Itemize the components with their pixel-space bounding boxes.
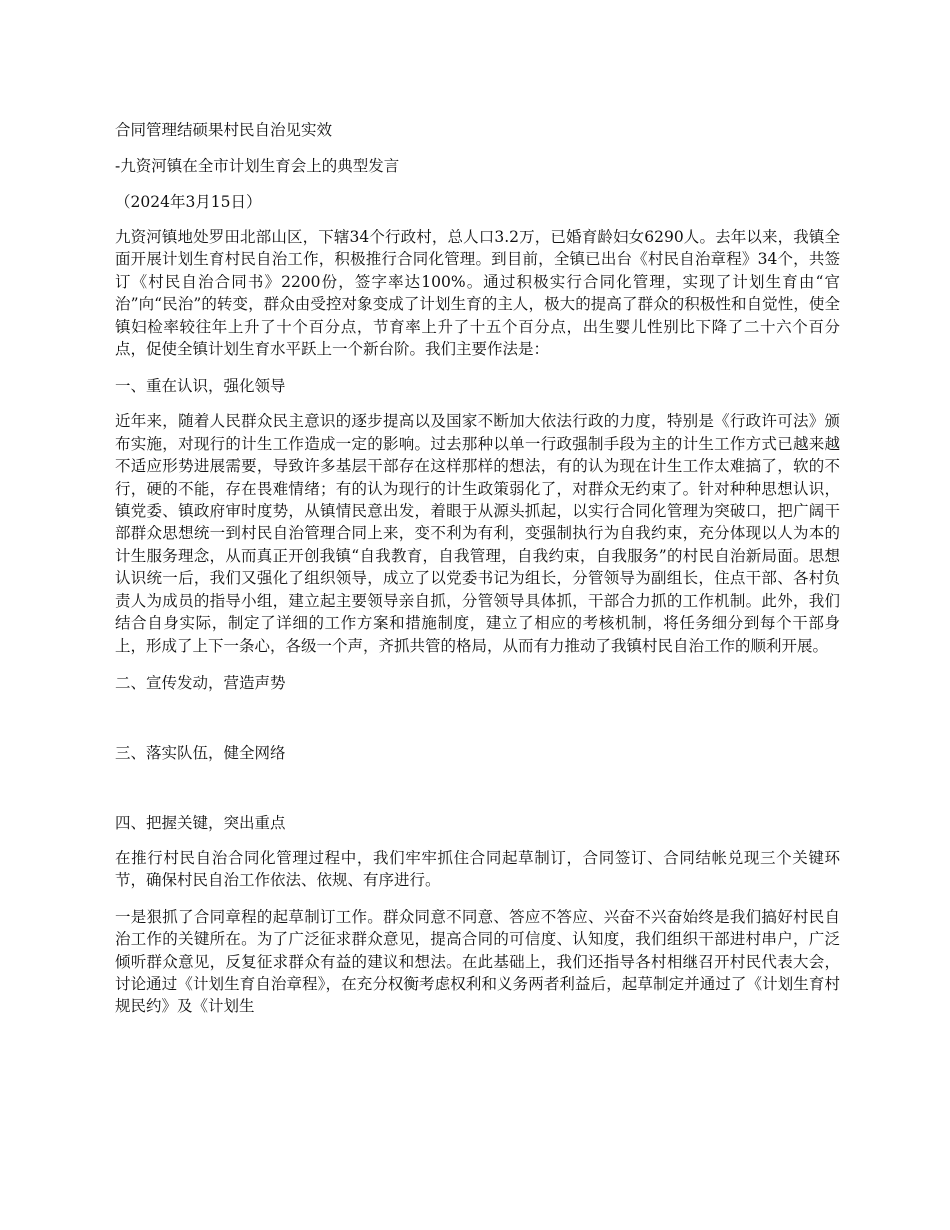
document-date: （2024年3月15日）: [115, 193, 262, 211]
section-4-body-2: 一是狠抓了合同章程的起草制订工作。群众同意不同意、答应不答应、兴奋不兴奋始终是我们搞好村民自治工作的关键所在。为了广泛征求群众意见，提高合同的可信度、认知度，我们组织干部进村串户，广泛倾听群众意见，反复征求群众有益的建议和想法。在此基础上，我们还指导各村相继召开村民代表大会，讨论通过《计划生育自治章程》，在充分权衡考虑权利和义务两者利益后，起草制定并通过了《计划生育村规民约》及《计划生: [115, 907, 840, 1016]
section-3-heading: 三、落实队伍，健全网络: [115, 743, 286, 762]
section-4-body-1: 在推行村民自治合同化管理过程中，我们牢牢抓住合同起草制订，合同签订、合同结帐兑现三个关键环节，确保村民自治工作依法、依规、有序进行。: [115, 848, 840, 890]
section-2-heading: 二、宣传发动，营造声势: [115, 673, 286, 692]
document-title: 合同管理结硕果村民自治见实效: [115, 121, 333, 139]
section-4-heading: 四、把握关键，突出重点: [115, 813, 286, 832]
section-1-heading: 一、重在认识，强化领导: [115, 377, 286, 396]
section-1-body: 近年来，随着人民群众民主意识的逐步提高以及国家不断加大依法行政的力度，特别是《行政许可法》颁布实施，对现行的计生工作造成一定的影响。过去那种以单一行政强制手段为主的计生工作方式已越来越不适应形势进展需要，导致许多基层干部存在这样那样的想法，有的认为现在计生工作太难搞了，软的不行，硬的不能，存在畏难情绪；有的认为现行的计生政策弱化了，对群众无约束了。针对种种思想认识，镇党委、镇政府审时度势，从镇情民意出发，着眼于从源头抓起，以实行合同化管理为突破口，把广阔干部群众思想统一到村民自治管理合同上来，变不利为有利，变强制执行为自我约束，充分体现以人为本的计生服务理念，从而真正开创我镇“自我教育，自我管理，自我约束，自我服务”的村民自治新局面。思想认识统一后，我们又强化了组织领导，成立了以党委书记为组长，分管领导为副组长，住点干部、各村负责人为成员的指导小组，建立起主要领导亲自抓，分管领导具体抓，干部合力抓的工作机制。此外，我们结合自身实际，制定了详细的工作方案和措施制度，建立了相应的考核机制，将任务细分到每个干部身上，形成了上下一条心，各级一个声，齐抓共管的格局，从而有力推动了我镇村民自治工作的顺利开展。: [115, 412, 840, 655]
intro-paragraph: 九资河镇地处罗田北部山区，下辖34个行政村，总人口3.2万，已婚育龄妇女6290人。去年以来，我镇全面开展计划生育村民自治工作，积极推行合同化管理。到目前，全镇已出台《村民自治章程》34个，共签订《村民自治合同书》2200份，签字率达100%。通过积极实行合同化管理，实现了计划生育由“官治”向“民治”的转变，群众由受控对象变成了计划生育的主人，极大的提高了群众的积极性和自觉性，使全镇妇检率较往年上升了十个百分点，节育率上升了十五个百分点，出生婴儿性别比下降了二十六个百分点，促使全镇计划生育水平跃上一个新台阶。我们主要作法是：: [115, 228, 840, 359]
document-subtitle: -九资河镇在全市计划生育会上的典型发言: [115, 157, 400, 175]
document-page: [115, 118, 840, 1018]
